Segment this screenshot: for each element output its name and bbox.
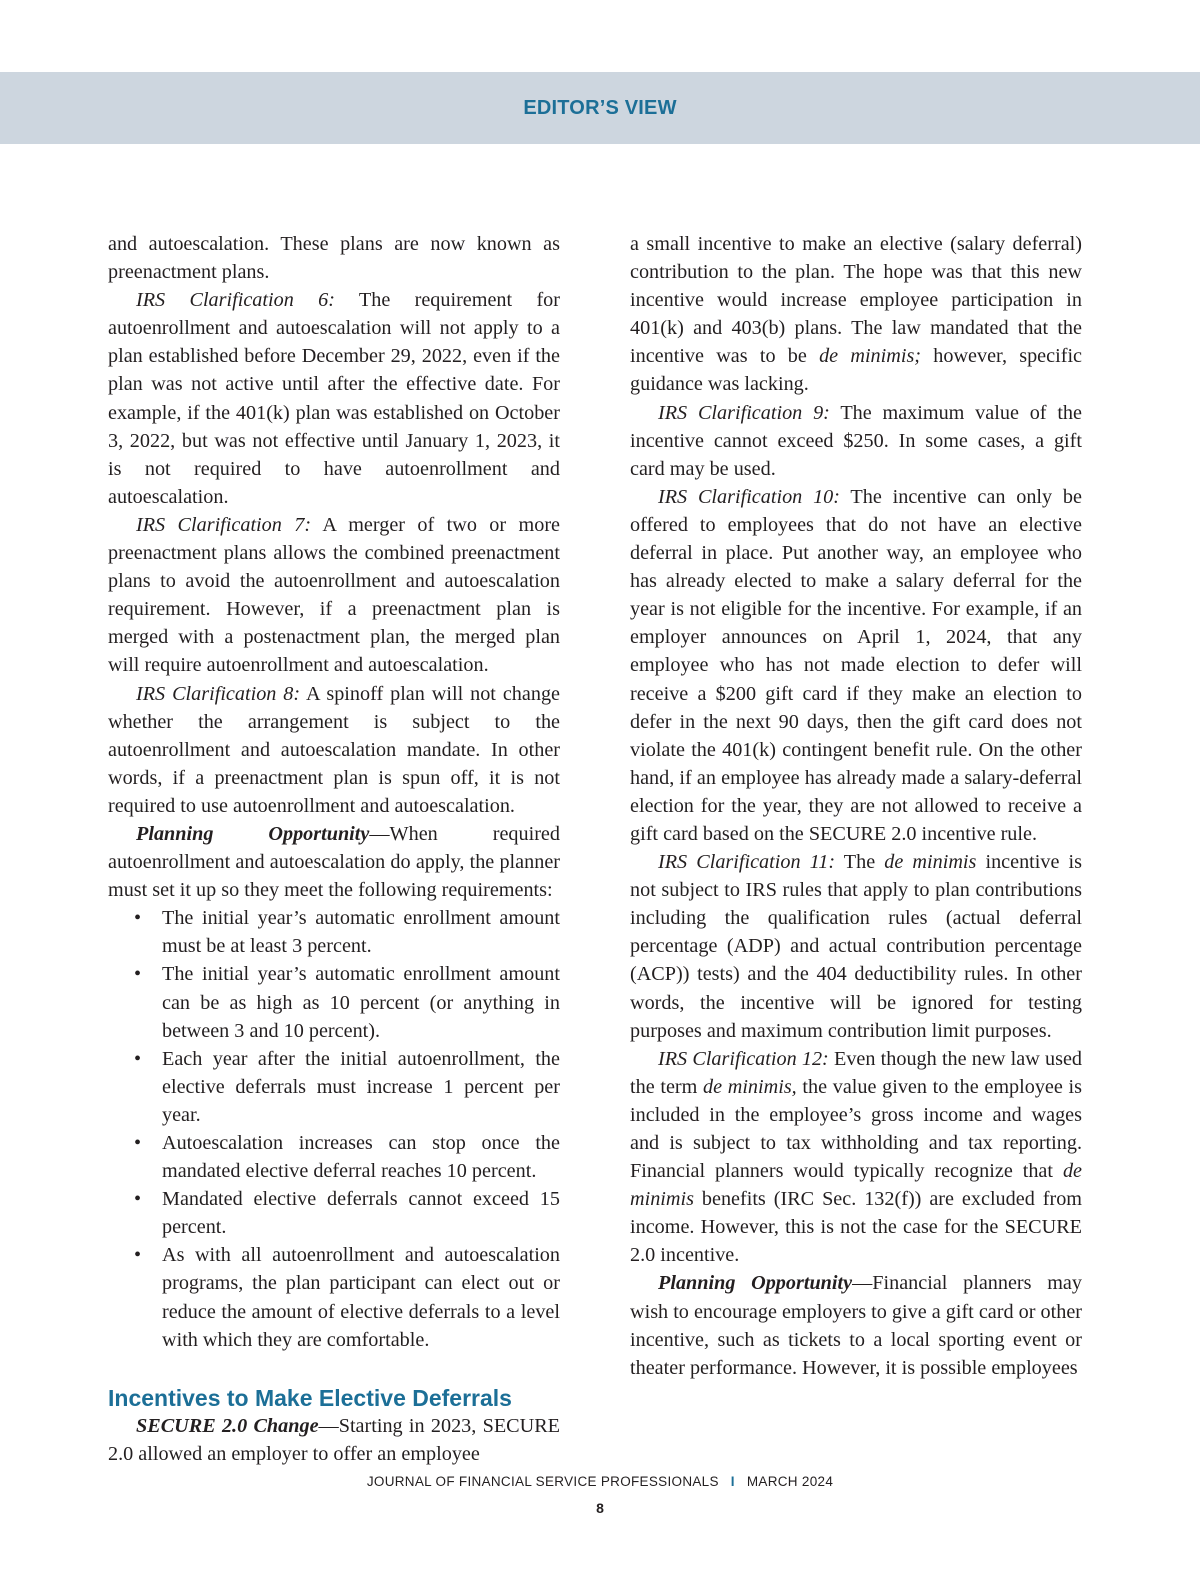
text-run: the value given to the employee is included in the employee’s gross income and wages and is subject to tax withholding and tax reporting. Financial planners would typically recognize that xyxy=(630,1075,1082,1183)
secure-change xyxy=(108,1412,560,1468)
text-run: Even though the new law used the term xyxy=(630,1047,1082,1098)
text-run: a small incentive to make an elective (salary deferral) contribution to the plan. The hope was that this new incentive would increase employee participation in 401(k) and 403(b) plans. The law mandated that the incentive was to be xyxy=(630,233,1082,368)
footer xyxy=(0,1474,1200,1489)
list-item: • Mandated elective deferrals cannot exceed 15 percent. xyxy=(108,1185,560,1241)
de-minimis-term: de minimis, xyxy=(703,1075,797,1098)
planning-opportunity xyxy=(630,1269,1082,1381)
list-item: • The initial year’s automatic enrollment amount must be at least 3 percent. xyxy=(108,904,560,960)
clarification-12 xyxy=(630,1045,1082,1270)
section-heading: Incentives to Make Elective Deferrals xyxy=(108,1384,512,1411)
clarification-6 xyxy=(108,286,560,511)
text-run: The xyxy=(835,851,885,874)
paragraph xyxy=(630,230,1082,399)
planning-opportunity-label: Planning Opportunity xyxy=(658,1272,853,1295)
clarification-label: IRS Clarification 11: xyxy=(658,851,836,874)
journal-name: JOURNAL OF FINANCIAL SERVICE PROFESSIONALS xyxy=(366,1474,719,1489)
text-run: however, specific guidance was lacking. xyxy=(630,345,1083,396)
planning-opportunity-text: —Financial planners may wish to encourage employers to give a gift card or other incentive, such as tickets to a local sporting event or theater performance. However, it is possible employees xyxy=(630,1272,1082,1379)
list-item: • The initial year’s automatic enrollment amount can be as high as 10 percent (or anything in between 3 and 10 percent). xyxy=(108,960,560,1044)
clarification-label: IRS Clarification 7: xyxy=(136,513,312,536)
clarification-label: IRS Clarification 8: xyxy=(136,682,301,705)
clarification-text: A merger of two or more preenactment plans allows the combined preenactment plans to avoid the autoenrollment and autoescalation requirement. However, if a preenactment plan is merged with a postenactment plan, the merged plan will require autoenrollment and autoescalation. xyxy=(108,513,560,677)
clarification-8 xyxy=(108,680,560,820)
clarification-7 xyxy=(108,511,560,680)
secure-change-text: —Starting in 2023, SECURE 2.0 allowed an employer to offer an employee xyxy=(108,1414,560,1465)
requirements-list xyxy=(108,904,560,1354)
clarification-text: The maximum value of the incentive cannot exceed $250. In some cases, a gift card may be used. xyxy=(630,401,1082,480)
page-number: 8 xyxy=(596,1500,604,1516)
de-minimis-term: de minimis; xyxy=(819,345,922,368)
text-run: benefits (IRC Sec. 132(f)) are excluded from income. However, this is not the case for the SECURE 2.0 incentive. xyxy=(630,1188,1082,1267)
footer-separator: I xyxy=(730,1474,735,1489)
issue-date: MARCH 2024 xyxy=(746,1474,834,1489)
clarification-9 xyxy=(630,399,1082,483)
de-minimis-term: de minimis xyxy=(884,851,977,874)
list-item: • As with all autoenrollment and autoescalation programs, the plan participant can elect out or reduce the amount of elective deferrals to a level with which they are comfortable. xyxy=(108,1241,560,1353)
de-minimis-term: de minimis xyxy=(630,1160,1082,1211)
planning-opportunity-text: —When required autoenrollment and autoescalation do apply, the planner must set it up so they meet the following requirements: xyxy=(108,822,560,902)
planning-opportunity xyxy=(108,820,560,904)
list-item: • Autoescalation increases can stop once the mandated elective deferral reaches 10 percent. xyxy=(108,1129,560,1185)
planning-opportunity-label: Planning Opportunity xyxy=(136,822,370,845)
clarification-label: IRS Clarification 10: xyxy=(658,485,840,508)
clarification-11 xyxy=(630,848,1082,1045)
clarification-label: IRS Clarification 6: xyxy=(136,289,335,312)
right-column xyxy=(630,230,1082,1382)
section-banner xyxy=(0,72,1200,144)
clarification-text: A spinoff plan will not change whether the arrangement is subject to the autoenrollment and autoescalation mandate. In other words, if a preenactment plan is spun off, it is not required to use autoenrollment and autoescalation. xyxy=(108,682,561,817)
secure-change-label: SECURE 2.0 Change xyxy=(136,1414,319,1437)
clarification-label: IRS Clarification 9: xyxy=(658,401,830,424)
clarification-label: IRS Clarification 12: xyxy=(658,1047,829,1070)
list-item: • Each year after the initial autoenrollment, the elective deferrals must increase 1 percent per year. xyxy=(108,1045,560,1129)
clarification-10 xyxy=(630,483,1082,848)
paragraph: and autoescalation. These plans are now known as preenactment plans. xyxy=(108,233,560,284)
clarification-text: The requirement for autoenrollment and autoescalation will not apply to a plan established before December 29, 2022, even if the plan was not active until after the effective date. For example, if the 401(k) plan was established on October 3, 2022, but was not effective until January 1, 2023, it is not required to have autoenrollment and autoescalation. xyxy=(108,289,560,508)
section-title: EDITOR’S VIEW xyxy=(523,96,677,119)
text-run: incentive is not subject to IRS rules that apply to plan contributions including the qualification rules (actual deferral percentage (ADP) and actual contribution percentage (ACP)) tests) and the 404 deductibility rules. In other words, the incentive will be ignored for testing purposes and maximum contribution limit purposes. xyxy=(630,851,1083,1042)
clarification-text: The incentive can only be offered to employees that do not have an elective deferral in place. Put another way, an employee who has already elected to make a salary deferral for the year is not eligible for the incentive. For example, if an employer announces on April 1, 2024, that any employee who has not made election to defer will receive a $200 gift card if they make an election to defer in the next 90 days, then the gift card does not violate the 401(k) contingent benefit rule. On the other hand, if an employee has already made a salary-deferral election for the year, they are not allowed to receive a gift card based on the SECURE 2.0 incentive rule. xyxy=(630,485,1082,845)
left-column xyxy=(108,230,560,1468)
